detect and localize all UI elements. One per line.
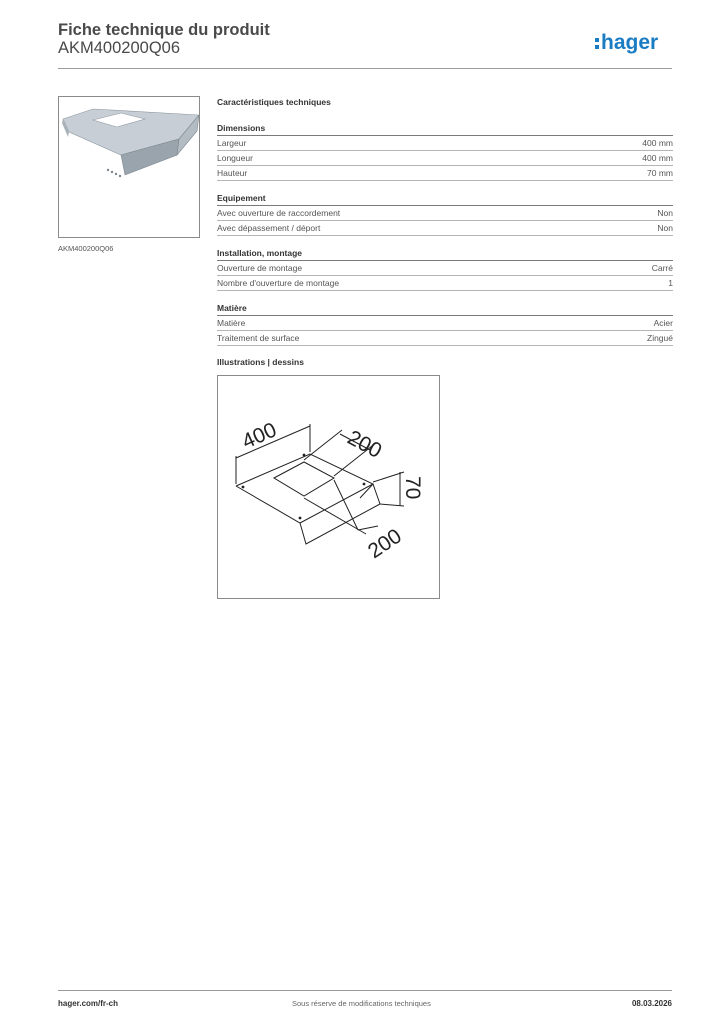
spec-value: Carré xyxy=(651,263,673,273)
section-title: Dimensions xyxy=(217,122,673,136)
footer-website-link[interactable]: hager.com/fr-ch xyxy=(58,999,119,1008)
technical-drawing xyxy=(217,375,440,599)
brand-name: hager xyxy=(601,31,659,54)
spec-row xyxy=(217,166,673,181)
spec-value: 1 xyxy=(668,278,673,288)
spec-label: Ouverture de montage xyxy=(217,263,303,273)
spec-label: Avec dépassement / déport xyxy=(217,223,321,233)
footer-date: 08.03.2026 xyxy=(631,999,672,1008)
product-image-caption: AKM400200Q06 xyxy=(58,244,114,253)
spec-label: Avec ouverture de raccordement xyxy=(217,208,341,218)
footer-divider xyxy=(58,990,672,991)
spec-label: Longueur xyxy=(217,153,253,163)
spec-value: 70 mm xyxy=(647,168,673,178)
section-equipement xyxy=(217,192,673,236)
spec-label: Largeur xyxy=(217,138,247,148)
page-title: Fiche technique du produit xyxy=(58,21,270,39)
section-title: Installation, montage xyxy=(217,247,673,261)
dimension-width-label: 400 xyxy=(238,418,281,454)
spec-row xyxy=(217,221,673,236)
spec-label: Nombre d'ouverture de montage xyxy=(217,278,340,288)
header-divider xyxy=(58,68,672,69)
section-installation xyxy=(217,247,673,291)
spec-row xyxy=(217,331,673,346)
footer-notice: Sous réserve de modifications techniques xyxy=(292,999,431,1008)
spec-label: Hauteur xyxy=(217,168,248,178)
spec-value: Acier xyxy=(653,318,673,328)
section-title: Matière xyxy=(217,302,673,316)
dimension-opening-bottom-label: 200 xyxy=(363,524,406,564)
product-image xyxy=(58,96,200,238)
spec-value: 400 mm xyxy=(642,153,673,163)
spec-row xyxy=(217,151,673,166)
spec-value: Zingué xyxy=(647,333,673,343)
spec-value: Non xyxy=(657,223,673,233)
spec-value: 400 mm xyxy=(642,138,673,148)
specs-title: Caractéristiques techniques xyxy=(217,97,331,107)
technical-specs xyxy=(217,96,673,357)
dimension-opening-top-label: 200 xyxy=(343,426,386,463)
illustrations-title: Illustrations | dessins xyxy=(217,357,304,367)
section-dimensions xyxy=(217,122,673,181)
spec-row xyxy=(217,276,673,291)
hager-logo xyxy=(594,26,674,58)
spec-row xyxy=(217,206,673,221)
dimension-height-label: 70 xyxy=(401,476,424,500)
spec-row xyxy=(217,261,673,276)
spec-row xyxy=(217,316,673,331)
product-code: AKM400200Q06 xyxy=(58,39,181,57)
spec-label: Matière xyxy=(217,318,246,328)
section-matiere xyxy=(217,302,673,346)
section-title: Equipement xyxy=(217,192,673,206)
spec-label: Traitement de surface xyxy=(217,333,300,343)
spec-value: Non xyxy=(657,208,673,218)
spec-row xyxy=(217,136,673,151)
